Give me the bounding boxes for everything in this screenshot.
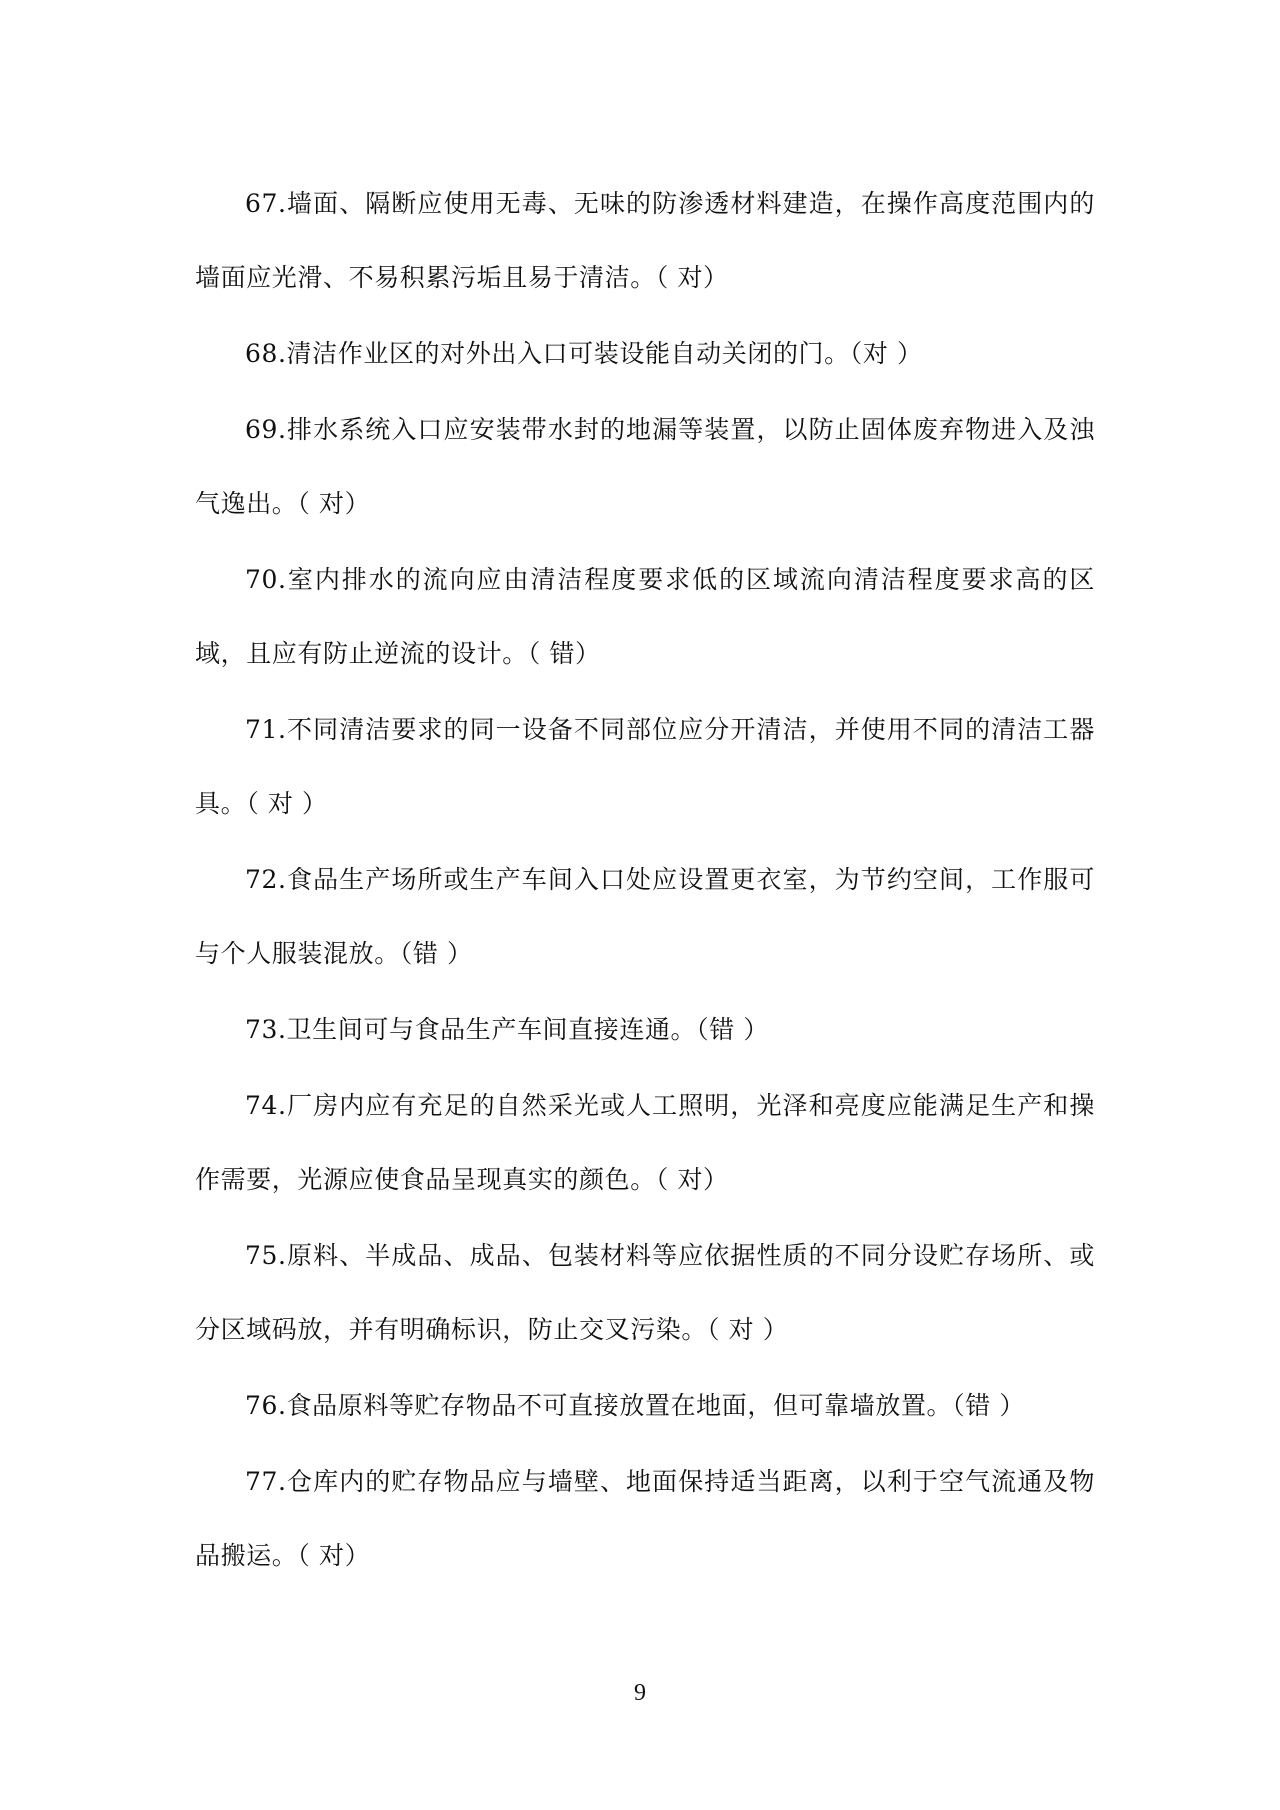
- question-75: 75.原料、半成品、成品、包装材料等应依据性质的不同分设贮存场所、或分区域码放，并有明确标识，防止交叉污染。（ 对 ）: [195, 1241, 1095, 1344]
- page-number: 9: [634, 1680, 646, 1706]
- question-73: 73.卫生间可与食品生产车间直接连通。（错 ）: [245, 1015, 770, 1044]
- question-69: 69.排水系统入口应安装带水封的地漏等装置，以防止固体废弃物进入及浊气逸出。（ 对）: [195, 415, 1095, 518]
- question-74: 74.厂房内应有充足的自然采光或人工照明，光泽和亮度应能满足生产和操作需要，光源应使食品呈现真实的颜色。（ 对）: [195, 1091, 1095, 1194]
- question-67: 67.墙面、隔断应使用无毒、无味的防渗透材料建造，在操作高度范围内的墙面应光滑、不易积累污垢且易于清洁。（ 对）: [195, 189, 1095, 292]
- question-72: 72.食品生产场所或生产车间入口处应设置更衣室，为节约空间，工作服可与个人服装混放。（错 ）: [195, 865, 1095, 968]
- question-70: 70.室内排水的流向应由清洁程度要求低的区域流向清洁程度要求高的区域，且应有防止逆流的设计。（ 错）: [195, 565, 1095, 668]
- question-68: 68.清洁作业区的对外出入口可装设能自动关闭的门。（对 ）: [245, 339, 923, 368]
- question-71: 71.不同清洁要求的同一设备不同部位应分开清洁，并使用不同的清洁工器具。（ 对 ）: [195, 715, 1095, 818]
- question-77: 77.仓库内的贮存物品应与墙壁、地面保持适当距离，以利于空气流通及物品搬运。（ 对）: [195, 1467, 1095, 1570]
- question-list: [195, 167, 1095, 1595]
- question-76: 76.食品原料等贮存物品不可直接放置在地面，但可靠墙放置。（错 ）: [245, 1391, 1026, 1420]
